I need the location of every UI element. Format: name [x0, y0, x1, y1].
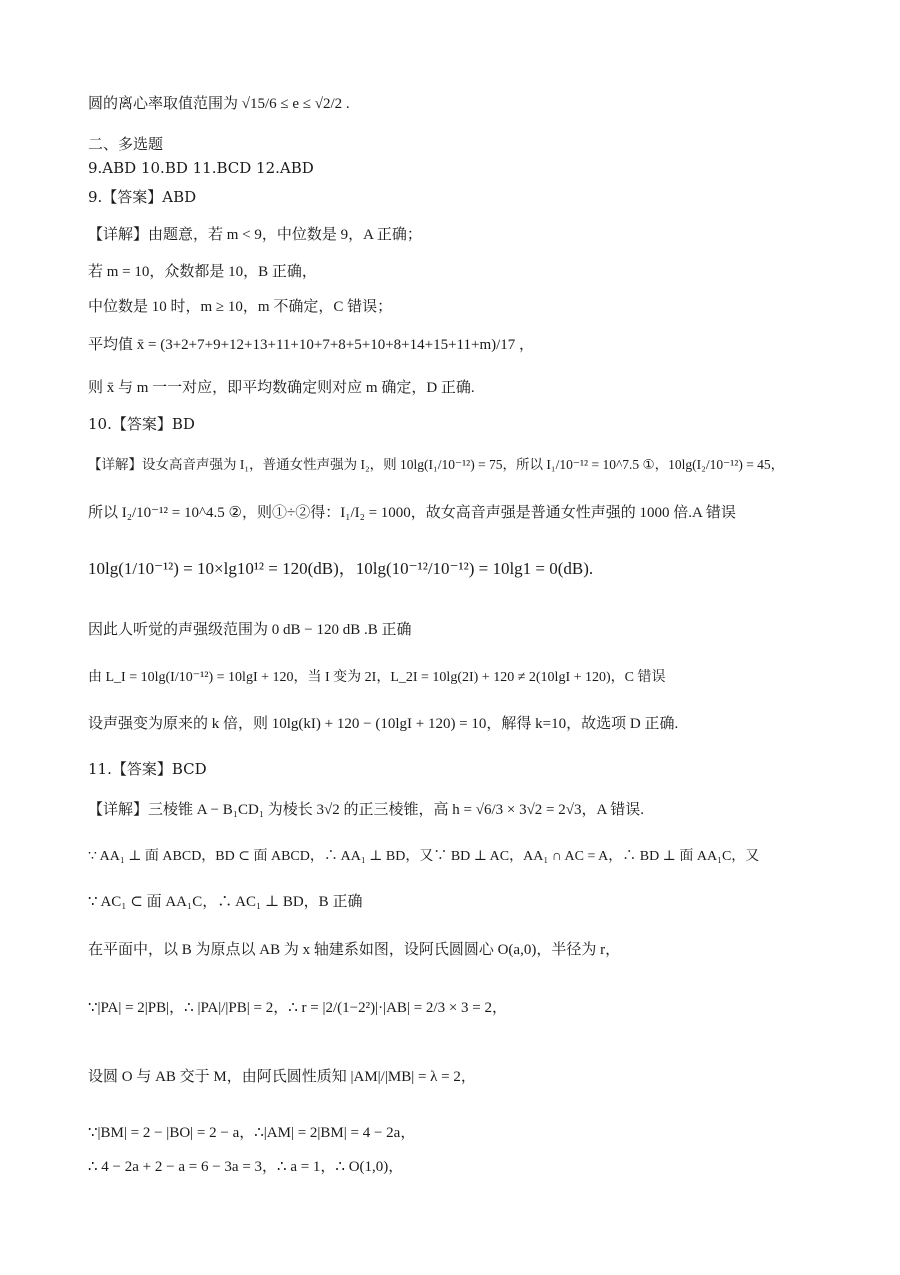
text-line: 圆的离心率取值范围为 √15/6 ≤ e ≤ √2/2 . [88, 96, 350, 112]
text-line: 【详解】由题意，若 m < 9，中位数是 9，A 正确； [88, 227, 422, 243]
formula-line: ∴ 4 − 2a + 2 − a = 6 − 3a = 3，∴ a = 1，∴ O(1,0)， [88, 1159, 404, 1175]
text-line: 则 x̄ 与 m 一一对应，即平均数确定则对应 m 确定，D 正确. [88, 380, 475, 396]
answer-heading: 10.【答案】BD [88, 415, 195, 433]
formula-line: 设圆 O 与 AB 交于 M，由阿氏圆性质知 |AM|/|MB| = λ = 2， [88, 1069, 476, 1085]
text-line: 设声强变为原来的 k 倍，则 10lg(kI) + 120 − (10lgI + 120) = 10，解得 k=10，故选项 D 正确. [88, 716, 679, 732]
text-line: 中位数是 10 时，m ≥ 10，m 不确定，C 错误； [88, 299, 393, 315]
text-line: 在平面中，以 B 为原点以 AB 为 x 轴建系如图，设阿氏圆圆心 O(a,0)，半径为 r， [88, 942, 621, 958]
formula-line: 【详解】三棱锥 A − B₁CD₁ 为棱长 3√2 的正三棱锥，高 h = √6/3 × 3√2 = 2√3，A 错误. [88, 802, 644, 818]
text-line: 若 m = 10，众数都是 10，B 正确， [88, 264, 317, 280]
formula-line: 10lg(1/10⁻¹²) = 10×lg10¹² = 120(dB)，10lg(10⁻¹²/10⁻¹²) = 10lg1 = 0(dB). [88, 559, 594, 578]
answer-heading: 9.【答案】ABD [88, 188, 197, 206]
formula-line: 由 L_I = 10lg(I/10⁻¹²) = 10lgI + 120，当 I 变为 2I，L_2I = 10lg(2I) + 120 ≠ 2(10lgI + 120)，C 错误 [88, 670, 666, 685]
answer-key-line: 9.ABD 10.BD 11.BCD 12.ABD [88, 159, 314, 177]
formula-line: 所以 I₂/10⁻¹² = 10^4.5 ②，则①÷②得：I₁/I₂ = 1000，故女高音声强是普通女性声强的 1000 倍.A 错误 [88, 505, 736, 521]
section-heading: 二、多选题 [88, 135, 164, 153]
text-line: 因此人听觉的声强级范围为 0 dB − 120 dB .B 正确 [88, 622, 412, 638]
text-line: ∵ AC₁ ⊂ 面 AA₁C，∴ AC₁ ⊥ BD，B 正确 [88, 894, 363, 910]
formula-line: 【详解】设女高音声强为 I₁，普通女性声强为 I₂，则 10lg(I₁/10⁻¹²) = 75，所以 I₁/10⁻¹² = 10^7.5 ①，10lg(I₂/10⁻¹²) = 45， [88, 457, 785, 472]
formula-line: 平均值 x̄ = (3+2+7+9+12+13+11+10+7+8+5+10+8+14+15+11+m)/17 ， [88, 337, 535, 353]
formula-line: ∵ AA₁ ⊥ 面 ABCD，BD ⊂ 面 ABCD，∴ AA₁ ⊥ BD，又∵ BD ⊥ AC，AA₁ ∩ AC = A，∴ BD ⊥ 面 AA₁C，又 [88, 849, 760, 864]
formula-line: ∵|BM| = 2 − |BO| = 2 − a，∴|AM| = 2|BM| = 4 − 2a， [88, 1125, 416, 1141]
answer-heading: 11.【答案】BCD [88, 760, 207, 778]
formula-line: ∵|PA| = 2|PB|，∴ |PA|/|PB| = 2，∴ r = |2/(1−2²)|·|AB| = 2/3 × 3 = 2， [88, 1000, 507, 1016]
